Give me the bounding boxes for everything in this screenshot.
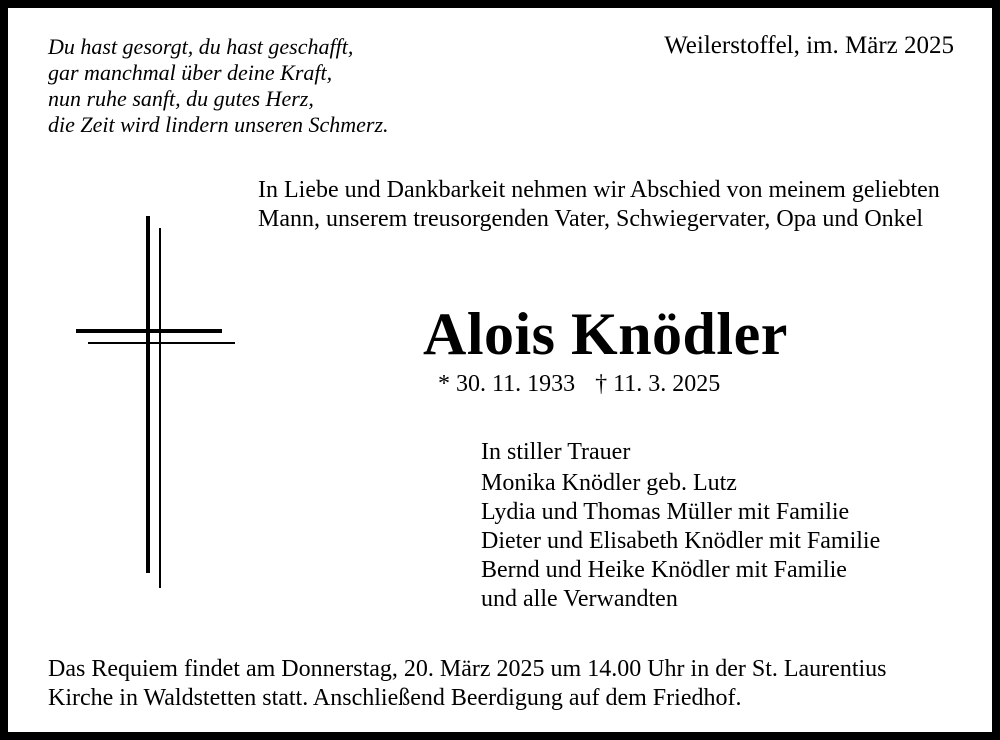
death-date: † 11. 3. 2025: [595, 371, 721, 397]
funeral-info-line: Das Requiem findet am Donnerstag, 20. März 2025 um 14.00 Uhr in der St. Laurentius: [48, 656, 887, 682]
poem-line: nun ruhe sanft, du gutes Herz,: [48, 86, 314, 111]
poem-line: gar manchmal über deine Kraft,: [48, 60, 333, 85]
poem-line: die Zeit wird lindern unseren Schmerz.: [48, 112, 389, 137]
poem: [48, 34, 389, 138]
mourner: Bernd und Heike Knödler mit Familie: [481, 557, 847, 583]
mourner: und alle Verwandten: [481, 586, 678, 612]
life-dates: [438, 371, 720, 398]
mourner: Monika Knödler geb. Lutz: [481, 470, 737, 496]
birth-date: * 30. 11. 1933: [438, 371, 576, 397]
poem-line: Du hast gesorgt, du hast geschafft,: [48, 34, 354, 59]
mourners-list: [481, 438, 880, 614]
intro-text: In Liebe und Dankbarkeit nehmen wir Abschied von meinem geliebten Mann, unserem treusorgenden Vater, Schwiegervater, Opa und Onkel: [258, 177, 940, 232]
mourner: Lydia und Thomas Müller mit Familie: [481, 499, 850, 525]
mourner: Dieter und Elisabeth Knödler mit Familie: [481, 528, 881, 554]
funeral-info: [48, 655, 968, 713]
cross-icon: [68, 208, 228, 583]
deceased-name: Alois Knödler: [423, 301, 788, 367]
mourning-lead: In stiller Trauer: [481, 439, 631, 465]
place-date: Weilerstoffel, im. März 2025: [664, 32, 954, 59]
funeral-info-line: Kirche in Waldstetten statt. Anschließend Beerdigung auf dem Friedhof.: [48, 685, 742, 711]
